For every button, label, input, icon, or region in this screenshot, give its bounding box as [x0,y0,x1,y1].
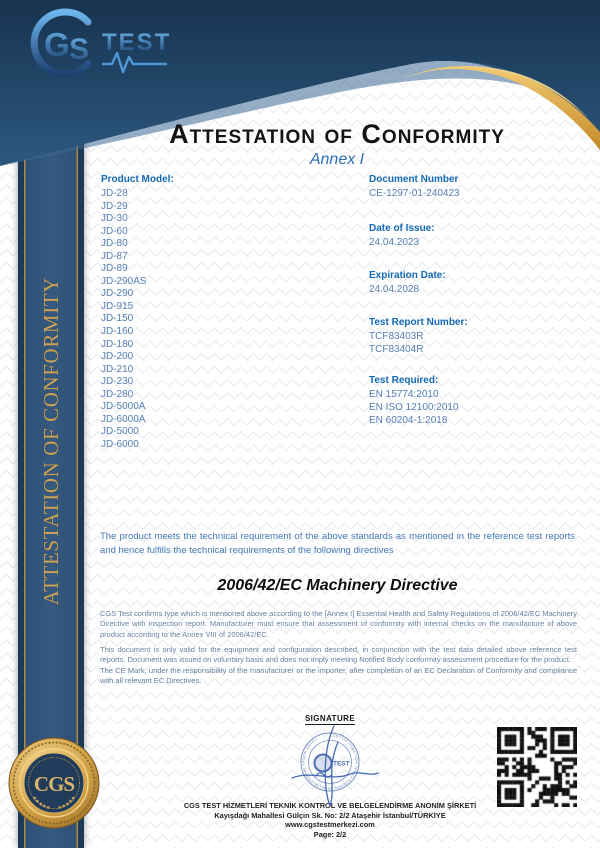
fine-print-paragraph: This document is only valid for the equipment and configuration described, in conjunction with the test data detailed above reference test reports. Document was issued on voluntary basis and does not imply meeting Notified Body conformity assessment procedure for the product. [100,644,577,665]
ribbon-vertical-title: ATTESTATION OF CONFORMITY [38,276,63,606]
logo-letter-g: G [44,26,70,63]
product-model-item: JD-6000 [101,438,139,450]
date-of-issue-value: 24.04.2023 [369,237,420,248]
test-required-value: EN 15774:2010 [369,389,439,400]
document-number-value: CE-1297-01-240423 [369,188,460,199]
product-model-item: JD-180 [101,338,134,350]
logo-test-text: TEST [102,29,172,56]
product-model-item: JD-87 [101,250,128,262]
expiration-date-value: 24.04.2028 [369,284,420,295]
product-model-item: JD-150 [101,313,134,325]
product-model-item: JD-6000A [101,413,146,425]
conformity-statement: The product meets the technical requirement of the above standards as mentioned in the reference test reports and hence fulfills the technical requirements of the following directives [100,531,575,556]
product-model-item: JD-230 [101,376,134,388]
product-model-item: JD-200 [101,351,134,363]
product-model-item: JD-290 [101,288,134,300]
product-model-item: JD-5000A [101,401,146,413]
footer-website: www.cgstestmerkezi.com [285,820,375,830]
product-model-item: JD-915 [101,300,134,312]
document-number-block [369,174,574,200]
product-model-item: JD-30 [101,213,128,225]
product-model-item: JD-290AS [101,275,147,287]
date-of-issue-block [369,223,574,249]
footer-address: Kayışdağı Mahallesi Gülçin Sk. No: 2/2 Ataşehir İstanbul/TÜRKİYE [214,810,446,820]
expiration-date-block [369,270,574,296]
company-stamp [272,714,388,810]
test-required-block [369,375,574,427]
logo-letter-s: S [69,33,90,66]
product-model-item: JD-28 [101,188,128,199]
test-report-block [369,317,574,356]
product-model-item: JD-280 [101,388,134,400]
test-report-label: Test Report Number: [369,317,468,328]
test-report-value: TCF83404R [369,344,424,355]
footer-page-number: Page: 2/2 [313,830,347,840]
gold-medal-seal [8,737,100,829]
product-model-item: JD-160 [101,326,134,338]
product-model-list [101,188,147,451]
stamp-mini-logo-icon [315,755,332,772]
page-title: Attestation of Conformity [169,119,505,149]
product-model-item: JD-210 [101,363,134,375]
product-model-item: JD-5000 [101,426,139,438]
directive-heading: 2006/42/EC Machinery Directive [217,577,458,594]
stamp-mini-logo-text: TEST [333,760,350,768]
qr-code [497,727,577,807]
test-required-label: Test Required: [369,375,439,386]
document-number-label: Document Number [369,174,459,185]
fine-print-paragraph: CGS Test confirms type which is mentioned above according to the [Annex I] Essential Health and Safety Regulations of 2006/42/EC Machinery Directive with inspection report. Manufacturer must ensure that assessment of conformity with internal checks on the manufacture of above product according to the Annex VIII of 2006/42/EC. [100,609,577,639]
signature-label: SIGNATURE [304,714,356,723]
expiration-date-label: Expiration Date: [369,270,446,281]
test-required-value: EN ISO 12100:2010 [369,402,459,413]
product-model-label: Product Model: [101,174,174,185]
fine-print-paragraph: The CE Mark, under the responsibility of the manufacturer or the importer, after completion of an EC Declaration of Conformity and compliance with all relevant EC Directives. [100,665,577,685]
product-model-item: JD-29 [101,200,128,212]
test-report-value: TCF83403R [369,331,424,342]
product-model-item: JD-60 [101,225,128,237]
stamp-ring-text: CGS TEST HİZMETLERİ TEKNİK KONTROL VE BELGELENDİRME ANONİM ŞİRKETİ [301,733,359,791]
medal-monogram: CGS [33,772,75,796]
page-subtitle: Annex I [309,151,365,168]
product-model-item: JD-80 [101,238,128,250]
product-model-item: JD-89 [101,263,128,275]
date-of-issue-label: Date of Issue: [369,223,435,234]
fine-print [100,609,577,686]
footer-company: CGS TEST HİZMETLERİ TEKNİK KONTROL VE BELGELENDİRME ANONİM ŞİRKETİ [183,801,477,810]
test-required-value: EN 60204-1:2018 [369,415,448,426]
